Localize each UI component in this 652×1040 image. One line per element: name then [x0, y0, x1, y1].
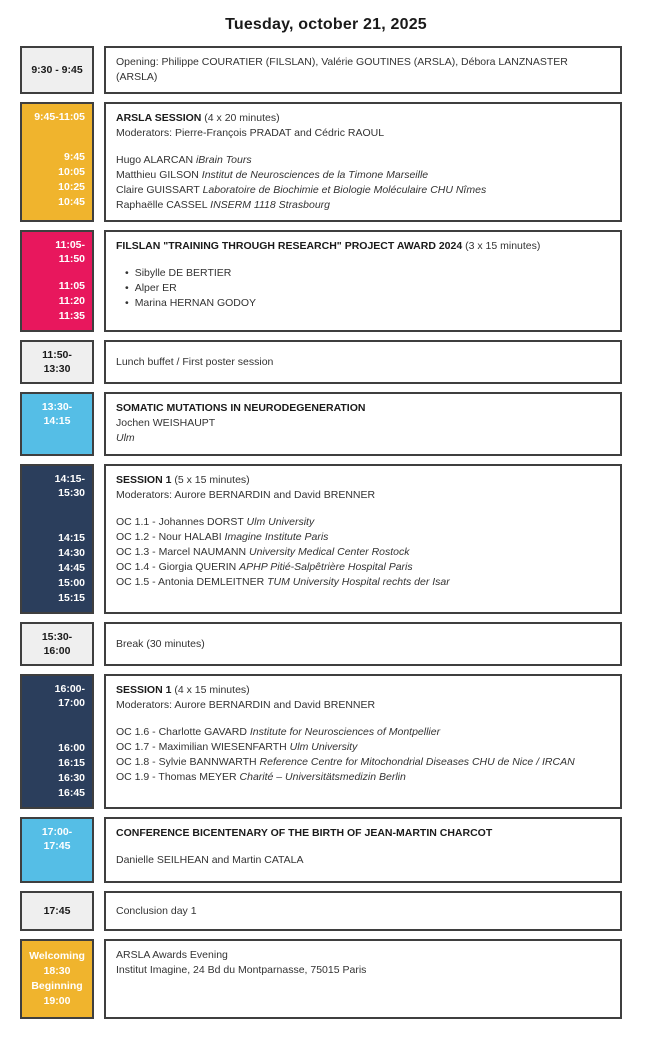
sub-time: 16:15 — [58, 757, 85, 769]
speaker-name: OC 1.2 - Nour HALABI — [116, 531, 225, 543]
bullet-dot: • — [125, 267, 129, 279]
bullet-item — [116, 296, 610, 311]
text-line: Moderators: Aurore BERNARDIN and David BRENNER — [116, 699, 376, 711]
session-title-text: FILSLAN "TRAINING THROUGH RESEARCH" PROJECT AWARD 2024 — [116, 240, 463, 252]
speaker-name: Hugo ALARCAN — [116, 154, 196, 166]
schedule-row-lunch — [20, 340, 622, 384]
schedule-row-conclusion — [20, 891, 622, 931]
schedule-row-filslan-award — [20, 230, 622, 332]
content-cell — [104, 102, 622, 222]
time-cell — [20, 46, 94, 94]
speaker-affiliation: Charité – Universitätsmedizin Berlin — [239, 771, 406, 783]
schedule-row-opening — [20, 46, 622, 94]
session-title — [116, 239, 610, 254]
time-cell — [20, 622, 94, 666]
sub-time: 9:45 — [63, 151, 85, 163]
time-range: 17:45 — [43, 905, 71, 917]
content-cell — [104, 622, 622, 666]
bullet-dot: • — [125, 297, 129, 309]
sub-time: 16:30 — [58, 772, 85, 784]
time-range: 9:30 - 9:45 — [31, 64, 83, 76]
sub-time: 14:45 — [58, 562, 85, 574]
speaker-line — [116, 770, 610, 785]
session-title — [116, 683, 610, 698]
sub-time: 10:45 — [58, 196, 85, 208]
time-range: 14:15-15:30 — [54, 473, 85, 499]
bullet-item — [116, 266, 610, 281]
schedule-row-charcot-conference — [20, 817, 622, 883]
session-title-suffix: (3 x 15 minutes) — [462, 240, 541, 252]
time-cell — [20, 674, 94, 809]
text-line: Ulm — [116, 432, 135, 444]
speaker-line — [116, 530, 610, 545]
session-title-text: SESSION 1 — [116, 474, 172, 486]
speaker-line — [116, 545, 610, 560]
content-cell — [104, 464, 622, 614]
session-title-text: CONFERENCE BICENTENARY OF THE BIRTH OF JEAN-MARTIN CHARCOT — [116, 827, 493, 839]
time-cell — [20, 939, 94, 1019]
content-cell — [104, 817, 622, 883]
session-title — [116, 111, 610, 126]
speaker-affiliation: Reference Centre for Mitochondrial Diseases CHU de Nice / IRCAN — [259, 756, 575, 768]
content-cell — [104, 939, 622, 1019]
speaker-line — [116, 725, 610, 740]
time-cell — [20, 102, 94, 222]
spacer — [116, 503, 610, 515]
text-line: Institut Imagine, 24 Bd du Montparnasse, 75015 Paris — [116, 964, 367, 976]
sub-time: 14:15 — [58, 532, 85, 544]
session-title-text: SOMATIC MUTATIONS IN NEURODEGENERATION — [116, 402, 366, 414]
text-line: Danielle SEILHEAN and Martin CATALA — [116, 854, 304, 866]
speaker-name: OC 1.1 - Johannes DORST — [116, 516, 247, 528]
speaker-line — [116, 740, 610, 755]
bullet-text: Sibylle DE BERTIER — [134, 267, 232, 279]
schedule-row-break — [20, 622, 622, 666]
time-range: 17:00-17:45 — [41, 826, 73, 852]
speaker-affiliation: Institut de Neurosciences de la Timone Marseille — [201, 169, 429, 181]
speaker-name: Matthieu GILSON — [116, 169, 202, 181]
schedule-row-awards-evening — [20, 939, 622, 1019]
speaker-line — [116, 183, 610, 198]
sub-time: 11:35 — [58, 310, 85, 322]
sub-time: 16:00 — [58, 742, 85, 754]
text-line: Opening: Philippe COURATIER (FILSLAN), Valérie GOUTINES (ARSLA), Débora LANZNASTER (ARSLA) — [116, 56, 568, 83]
speaker-name: OC 1.8 - Sylvie BANNWARTH — [116, 756, 260, 768]
session-title-text: SESSION 1 — [116, 684, 172, 696]
sub-time: 11:20 — [58, 295, 85, 307]
spacer — [116, 141, 610, 153]
sub-times — [29, 150, 85, 210]
speaker-affiliation: TUM University Hospital rechts der Isar — [267, 576, 450, 588]
sub-time: 15:00 — [58, 577, 85, 589]
time-cell — [20, 230, 94, 332]
speaker-name: OC 1.4 - Giorgia QUERIN — [116, 561, 240, 573]
time-line: Welcoming — [29, 950, 85, 962]
speaker-affiliation: Imagine Institute Paris — [224, 531, 329, 543]
speaker-affiliation: University Medical Center Rostock — [249, 546, 410, 558]
speaker-affiliation: Laboratoire de Biochimie et Biologie Moléculaire CHU Nîmes — [202, 184, 487, 196]
time-cell — [20, 392, 94, 456]
speaker-line — [116, 515, 610, 530]
schedule-rows — [20, 46, 622, 1019]
speaker-name: Claire GUISSART — [116, 184, 203, 196]
session-title-text: ARSLA SESSION — [116, 112, 202, 124]
text-line: Break (30 minutes) — [116, 637, 205, 650]
sub-time: 10:05 — [58, 166, 85, 178]
content-cell — [104, 230, 622, 332]
speaker-line — [116, 755, 610, 770]
schedule-row-somatic-mutations — [20, 392, 622, 456]
speaker-name: Raphaëlle CASSEL — [116, 199, 211, 211]
session-title-suffix: (4 x 15 minutes) — [171, 684, 250, 696]
time-cell — [20, 891, 94, 931]
bullet-item — [116, 281, 610, 296]
speaker-name: OC 1.9 - Thomas MEYER — [116, 771, 240, 783]
speaker-affiliation: INSERM 1118 Strasbourg — [210, 199, 331, 211]
schedule-row-session1-part2 — [20, 674, 622, 809]
speaker-affiliation: iBrain Tours — [195, 154, 252, 166]
sub-time: 14:30 — [58, 547, 85, 559]
speaker-name: OC 1.3 - Marcel NAUMANN — [116, 546, 250, 558]
bullet-dot: • — [125, 282, 129, 294]
speaker-line — [116, 575, 610, 590]
session-title-suffix: (4 x 20 minutes) — [201, 112, 280, 124]
time-cell — [20, 464, 94, 614]
time-cell — [20, 817, 94, 883]
time-range: 9:45-11:05 — [34, 111, 85, 123]
sub-times — [29, 531, 85, 606]
time-cell — [20, 340, 94, 384]
sub-times — [29, 279, 85, 324]
text-line: Moderators: Aurore BERNARDIN and David BRENNER — [116, 489, 376, 501]
session-title — [116, 401, 610, 416]
sub-time: 10:25 — [58, 181, 85, 193]
speaker-line — [116, 198, 610, 213]
time-range: 16:00-17:00 — [54, 683, 85, 709]
speaker-line — [116, 153, 610, 168]
session-title-suffix: (5 x 15 minutes) — [171, 474, 250, 486]
conference-schedule-page — [0, 16, 652, 1019]
time-line: 19:00 — [43, 995, 71, 1007]
content-cell — [104, 392, 622, 456]
time-line: Beginning — [31, 980, 83, 992]
text-line: Moderators: Pierre-François PRADAT and Cédric RAOUL — [116, 127, 385, 139]
speaker-affiliation: Ulm University — [289, 741, 358, 753]
session-title — [116, 473, 610, 488]
sub-time: 11:05 — [58, 280, 85, 292]
content-cell — [104, 891, 622, 931]
content-cell — [104, 46, 622, 94]
text-line: Lunch buffet / First poster session — [116, 355, 274, 368]
time-range: 11:05-11:50 — [55, 239, 85, 265]
content-cell — [104, 340, 622, 384]
speaker-line — [116, 560, 610, 575]
speaker-affiliation: Ulm University — [246, 516, 315, 528]
spacer — [116, 254, 610, 266]
time-range: 15:30-16:00 — [41, 631, 73, 657]
speaker-affiliation: Institute for Neurosciences of Montpellier — [249, 726, 441, 738]
speaker-affiliation: APHP Pitié-Salpêtrière Hospital Paris — [239, 561, 413, 573]
session-title — [116, 826, 610, 841]
bullet-text: Alper ER — [134, 282, 177, 294]
page-title: Tuesday, october 21, 2025 — [225, 16, 427, 33]
time-range: 11:50-13:30 — [42, 349, 72, 375]
time-range: 13:30-14:15 — [41, 401, 73, 427]
schedule-row-session1-part1 — [20, 464, 622, 614]
sub-times — [29, 741, 85, 801]
speaker-name: OC 1.6 - Charlotte GAVARD — [116, 726, 250, 738]
sub-time: 16:45 — [58, 787, 85, 799]
text-line: ARSLA Awards Evening — [116, 949, 228, 961]
speaker-name: OC 1.5 - Antonia DEMLEITNER — [116, 576, 268, 588]
speaker-line — [116, 168, 610, 183]
bullet-text: Marina HERNAN GODOY — [134, 297, 257, 309]
sub-time: 15:15 — [58, 592, 85, 604]
schedule-row-arsla-session — [20, 102, 622, 222]
time-line: 18:30 — [43, 965, 71, 977]
content-cell — [104, 674, 622, 809]
spacer — [116, 713, 610, 725]
text-line: Conclusion day 1 — [116, 904, 197, 917]
text-line: Jochen WEISHAUPT — [116, 417, 216, 429]
spacer — [116, 841, 610, 853]
speaker-name: OC 1.7 - Maximilian WIESENFARTH — [116, 741, 290, 753]
